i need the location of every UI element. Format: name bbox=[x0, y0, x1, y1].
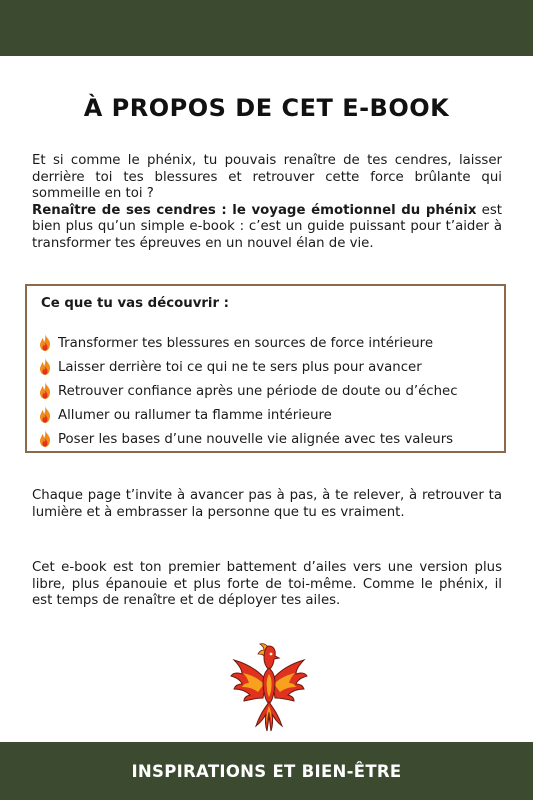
list-item-text: Laisser derrière toi ce qui ne te sers plus pour avancer bbox=[58, 359, 422, 375]
intro-text: Et si comme le phénix, tu pouvais renaître de tes cendres, laisser derrière toi tes blessures et retrouver cette force brûlante qui sommeille en toi ? bbox=[32, 153, 502, 201]
list-item-text: Poser les bases d’une nouvelle vie alignée avec tes valeurs bbox=[58, 431, 454, 447]
list-item bbox=[37, 403, 458, 427]
list-item bbox=[37, 355, 458, 379]
list-item-text: Allumer ou rallumer ta flamme intérieure bbox=[58, 407, 332, 423]
footer-title: INSPIRATIONS ET BIEN-ÊTRE bbox=[131, 761, 402, 781]
list-item-text: Retrouver confiance après une période de doute ou d’échec bbox=[58, 383, 458, 399]
phoenix-icon bbox=[230, 640, 308, 732]
fire-icon bbox=[37, 358, 53, 376]
fire-icon bbox=[37, 430, 53, 448]
list-item-text: Transformer tes blessures en sources de force intérieure bbox=[58, 335, 434, 351]
paragraph-invite: Chaque page t’invite à avancer pas à pas, à te relever, à retrouver ta lumière et à embrasser la personne que tu es vraiment. bbox=[32, 488, 502, 520]
book-title: Renaître de ses cendres : le voyage émotionnel du phénix bbox=[32, 202, 477, 218]
paragraph-closing: Cet e-book est ton premier battement d’ailes vers une version plus libre, plus épanouie et plus forte de toi-même. Comme le phénix, il est temps de renaître et de déployer tes ailes. bbox=[32, 560, 502, 608]
discover-heading: Ce que tu vas découvrir : bbox=[41, 296, 229, 311]
discover-list bbox=[37, 331, 458, 451]
fire-icon bbox=[37, 334, 53, 352]
page-title: À PROPOS DE CET E-BOOK bbox=[83, 94, 450, 122]
top-band bbox=[0, 0, 533, 56]
fire-icon bbox=[37, 382, 53, 400]
intro-rest: est bien plus qu’un simple e-book : c’est un guide puissant pour t’aider à transformer tes épreuves en un nouvel élan de vie. bbox=[32, 202, 502, 251]
discover-box bbox=[25, 284, 506, 453]
list-item bbox=[37, 379, 458, 403]
list-item bbox=[37, 427, 458, 451]
fire-icon bbox=[37, 406, 53, 424]
intro-paragraph bbox=[32, 153, 502, 252]
bottom-band bbox=[0, 742, 533, 800]
list-item bbox=[37, 331, 458, 355]
